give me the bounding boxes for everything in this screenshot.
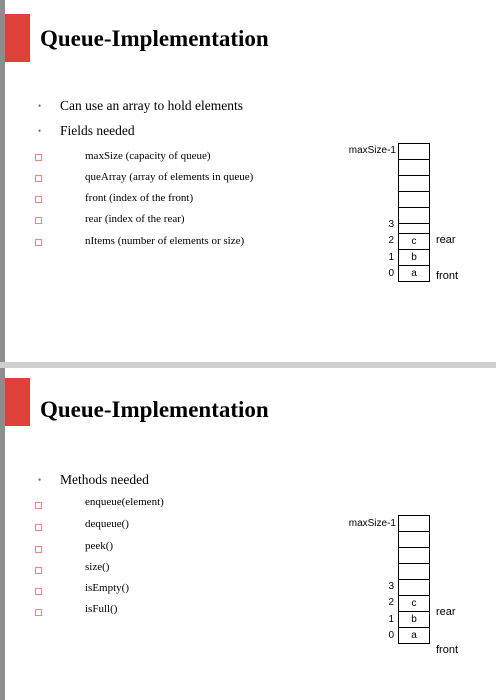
max-size-label: maxSize-1 [348,518,396,529]
array-cell [398,175,430,192]
sub-item: size() [85,561,110,573]
sub-item: front (index of the front) [85,192,194,204]
sub-item: isFull() [85,603,118,615]
sub-item: queArray (array of elements in queue) [85,171,254,183]
sub-item: nItems (number of elements or size) [85,235,245,247]
sub-bullet-square [35,154,42,161]
array-cell-a: a [398,627,430,644]
index-label: 1 [388,252,394,263]
bullet-text: Fields needed [60,123,135,138]
array-cell [398,547,430,564]
rear-pointer-label: rear [436,606,456,618]
index-label: 1 [388,614,394,625]
bullet-dot: • [38,475,42,485]
sub-bullet-square [35,196,42,203]
front-pointer-label: front [436,270,459,282]
sub-bullet-square [35,546,42,553]
slide-2 [0,368,496,700]
slide-title: Queue-Implementation [40,397,269,422]
front-pointer-label: front [436,644,459,656]
bullet-text: Methods needed [60,472,149,487]
array-cell [398,191,430,208]
array-cell [398,579,430,596]
sub-bullet-square [35,175,42,182]
array-cell [398,531,430,548]
sub-item: isEmpty() [85,582,129,594]
index-label: 2 [388,235,394,246]
index-label: 0 [388,630,394,641]
bullet-dot: • [38,126,42,136]
title-accent-bar [5,14,30,62]
array-cell-c: c [398,595,430,612]
sub-bullet-square [35,217,42,224]
slide-title: Queue-Implementation [40,26,269,51]
sub-item: rear (index of the rear) [85,213,185,225]
sub-bullet-square [35,609,42,616]
array-cell [398,515,430,532]
array-cell-c: c [398,233,430,250]
index-label: 2 [388,597,394,608]
bullet-text: Can use an array to hold elements [60,98,243,113]
array-cell-b: b [398,249,430,266]
title-accent-bar [5,378,30,426]
array-cell [398,563,430,580]
bullet-dot: • [38,101,42,111]
index-label: 3 [388,219,394,230]
array-cell-a: a [398,265,430,282]
sub-bullet-square [35,588,42,595]
array-cell-b: b [398,611,430,628]
sub-bullet-square [35,524,42,531]
sub-item: maxSize (capacity of queue) [85,150,211,162]
sub-bullet-square [35,502,42,509]
sub-bullet-square [35,567,42,574]
sub-item: peek() [85,540,114,552]
max-size-label: maxSize-1 [348,145,396,156]
array-cell [398,207,430,224]
rear-pointer-label: rear [436,234,456,246]
array-cell [398,159,430,176]
index-label: 3 [388,581,394,592]
sub-item: dequeue() [85,518,129,530]
sub-bullet-square [35,239,42,246]
sub-item: enqueue(element) [85,496,164,508]
index-label: 0 [388,268,394,279]
array-cell [398,143,430,160]
